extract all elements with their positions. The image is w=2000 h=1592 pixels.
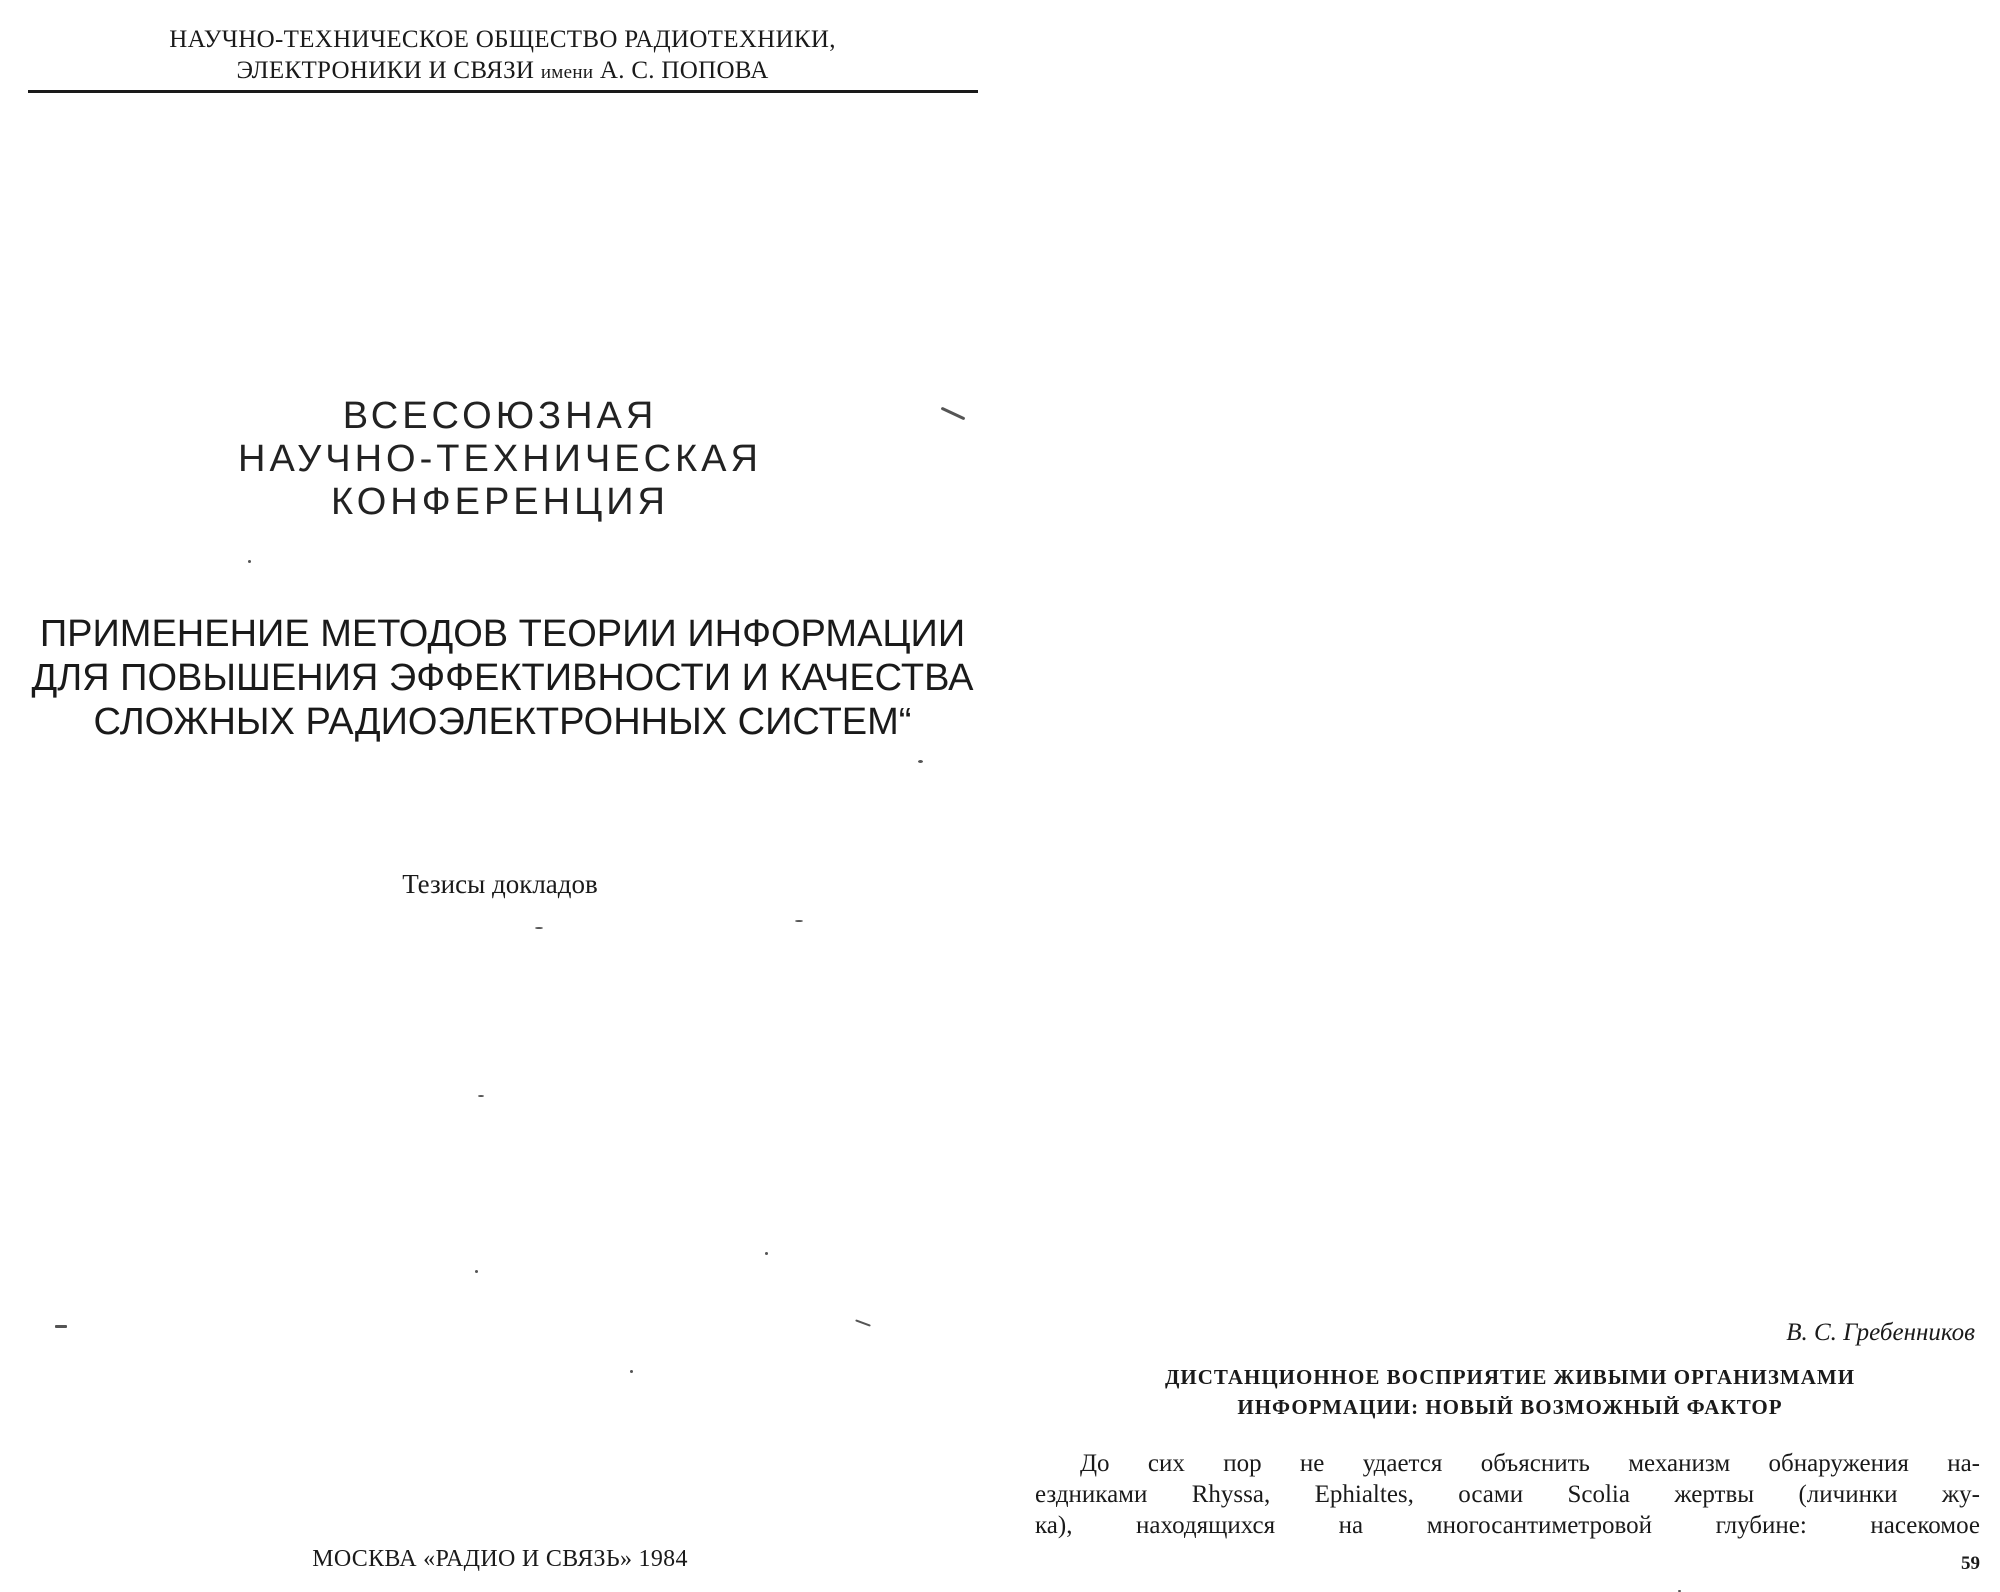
society-line-2-name: А. С. ПОПОВА xyxy=(599,57,769,84)
topic-line-1: ПРИМЕНЕНИЕ МЕТОДОВ ТЕОРИИ ИНФОРМАЦИИ xyxy=(39,613,966,655)
topic-line-2: ДЛЯ ПОВЫШЕНИЯ ЭФФЕКТИВНОСТИ И КАЧЕСТВА xyxy=(31,657,974,699)
conference-title xyxy=(140,395,860,524)
society-line-2-small: имени xyxy=(540,62,594,83)
body-line-2: ездниками Rhyssa, Ephialtes, осами Scolia жертвы (личинки жу- xyxy=(1035,1481,1980,1508)
scan-speck xyxy=(795,920,803,922)
body-line-1: До сих пор не удается объяснить механизм обнаружения на- xyxy=(1080,1450,1980,1477)
abstract-title-line-2: ИНФОРМАЦИИ: НОВЫЙ ВОЗМОЖНЫЙ ФАКТОР xyxy=(1237,1395,1783,1419)
conference-line-3: КОНФЕРЕНЦИЯ xyxy=(331,481,669,523)
scan-speck xyxy=(918,760,923,763)
scan-speck xyxy=(535,927,543,929)
abstract-title xyxy=(1080,1362,1940,1422)
header-rule xyxy=(28,90,978,93)
abstract-body xyxy=(1035,1448,1980,1541)
imprint: МОСКВА «РАДИО И СВЯЗЬ» 1984 xyxy=(312,1546,688,1572)
conference-line-1: ВСЕСОЮЗНАЯ xyxy=(342,395,658,437)
abstract-page xyxy=(1000,0,2000,1592)
scan-speck xyxy=(630,1370,633,1373)
page-number: 59 xyxy=(1961,1553,1980,1574)
society-line-2 xyxy=(30,55,975,88)
conference-line-2: НАУЧНО-ТЕХНИЧЕСКАЯ xyxy=(238,438,762,480)
topic-line-3: СЛОЖНЫХ РАДИОЭЛЕКТРОННЫХ СИСТЕМ“ xyxy=(93,701,912,743)
scan-speck xyxy=(475,1270,478,1273)
abstract-title-line-1: ДИСТАНЦИОННОЕ ВОСПРИЯТИЕ ЖИВЫМИ ОРГАНИЗМАМИ xyxy=(1164,1365,1856,1389)
scan-speck xyxy=(248,560,251,563)
author-name: В. С. Гребенников xyxy=(1786,1319,1975,1346)
society-line-2-main: ЭЛЕКТРОНИКИ И СВЯЗИ xyxy=(236,57,535,84)
body-line-3: ка), находящихся на многосантиметровой глубине: насекомое xyxy=(1035,1512,1980,1539)
scan-speck xyxy=(55,1325,67,1328)
society-line-1: НАУЧНО-ТЕХНИЧЕСКОЕ ОБЩЕСТВО РАДИОТЕХНИКИ, xyxy=(169,26,836,53)
scan-speck xyxy=(765,1252,768,1255)
subtitle: Тезисы докладов xyxy=(402,869,598,899)
scan-speck xyxy=(478,1095,484,1097)
conference-topic xyxy=(10,612,995,744)
publisher-society xyxy=(30,24,975,88)
